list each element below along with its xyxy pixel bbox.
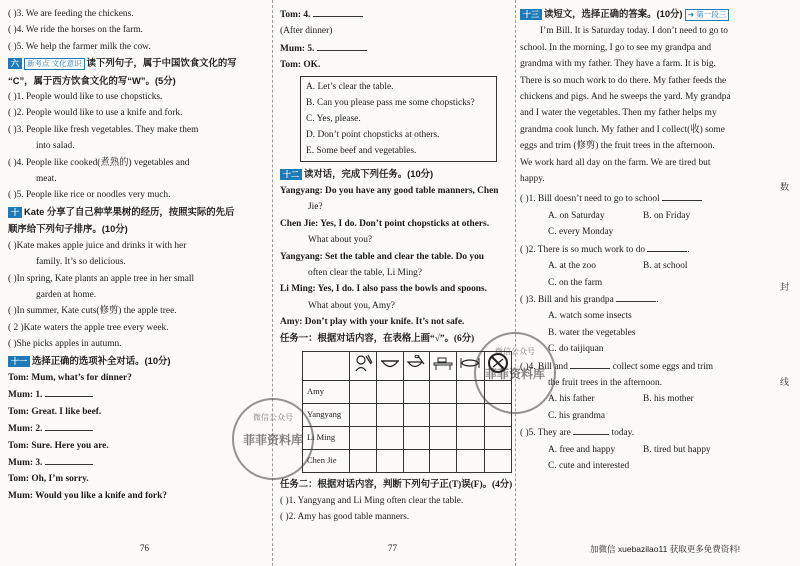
- dialog-line: What about you, Amy?: [308, 300, 395, 311]
- question-line: ( )4. Bill and collect some eggs and trim: [520, 358, 758, 375]
- section-number: 六: [8, 58, 22, 69]
- task-one-heading: 任务一：根据对话内容，在表格上画“√”。(6分): [280, 333, 475, 344]
- question-option: C. every Monday: [548, 227, 614, 238]
- exercise-line: family. It’s so delicious.: [36, 257, 126, 268]
- dialog-line: Tom: Sure. Here you are.: [8, 440, 109, 451]
- section-six-heading: 六 新考点 文化意识 读下列句子，属于中国饮食文化的写: [8, 55, 266, 72]
- exercise-line: ( )In summer, Kate cuts(修剪) the apple tree.: [8, 306, 177, 317]
- dialog-line: Jie?: [308, 202, 323, 213]
- question-line-cont: the fruit trees in the afternoon.: [548, 377, 663, 388]
- exercise-line: ( )Kate makes apple juice and drinks it with her: [8, 240, 187, 251]
- question-option: C. on the farm: [548, 277, 603, 288]
- table-name-cell: Li Ming: [303, 426, 350, 449]
- exercise-line: ( )1. People would like to use chopsticks.: [8, 92, 163, 103]
- column-divider: [272, 0, 273, 566]
- dialog-line: Mum: 5.: [280, 40, 512, 57]
- right-column: [520, 6, 758, 474]
- question-options: A. free and happy B. tired but happy: [548, 444, 711, 455]
- passage-line: and I water the vegetables. Then my father helps my: [520, 108, 717, 119]
- dialog-line: Mum: 3.: [8, 454, 266, 471]
- question-options: A. on Saturday B. on Friday: [548, 210, 691, 221]
- watermark-stamp: 微信公众号 菲菲资料库: [232, 398, 314, 480]
- exercise-line: ( )1. Yangyang and Li Ming often clear the table.: [280, 495, 464, 506]
- option: A. Let’s clear the table.: [306, 81, 394, 92]
- dialog-line: Amy: Don’t play with your knife. It’s not safe.: [280, 317, 465, 328]
- dialog-line: Chen Jie: Yes, I do. Don’t point chopsticks at others.: [280, 218, 490, 229]
- question-option: C. cute and interested: [548, 460, 630, 471]
- exercise-line: ( )5. We help the farmer milk the cow.: [8, 41, 151, 52]
- option: B. Can you please pass me some chopsticks?: [306, 97, 475, 108]
- question-options: A. at the zoo B. at school: [548, 261, 688, 272]
- section-seven-heading-cont: 顺序给下列句子排序。(10分): [8, 223, 128, 235]
- option: D. Don’t point chopsticks at others.: [306, 129, 440, 140]
- dialog-line: Tom: Great. I like beef.: [8, 406, 102, 417]
- dialog-line: Mum: Would you like a knife and fork?: [8, 490, 167, 501]
- exercise-line: ( )3. People like fresh vegetables. They make them: [8, 124, 199, 135]
- option: E. Some beef and vegetables.: [306, 145, 417, 156]
- exercise-line: into salad.: [36, 141, 75, 152]
- question-option: C. do taijiquan: [548, 344, 604, 355]
- binding-mark: 数: [780, 182, 790, 192]
- bowl-icon[interactable]: [376, 352, 403, 380]
- dialog-line: Yangyang: Set the table and clear the table. Do you: [280, 251, 484, 262]
- exercise-line: ( )2. Amy has good table manners.: [280, 512, 410, 523]
- dialog-line: Yangyang: Do you have any good table manners, Chen: [280, 186, 499, 197]
- question-options: A. his father B. his mother: [548, 394, 694, 405]
- passage-line: school. In the morning, I go to see my grandpa and: [520, 42, 712, 53]
- binding-mark: 封: [780, 282, 790, 292]
- exercise-line: ( )In spring, Kate plants an apple tree in her small: [8, 273, 195, 284]
- passage-line: I’m Bill. It is Saturday today. I don’t need to go to: [540, 26, 728, 37]
- left-column: [8, 6, 266, 504]
- section-number: 十一: [8, 356, 30, 367]
- clear-table-icon[interactable]: [430, 352, 457, 380]
- question-option: B. water the vegetables: [548, 327, 636, 338]
- question-line: ( )5. They are today.: [520, 424, 758, 441]
- passage-line: eggs and trim (修剪) the fruit trees in the afternoon.: [520, 141, 715, 152]
- section-number: 十二: [280, 169, 302, 180]
- options-box: [300, 76, 497, 162]
- passage-line: grandma cook lunch. My father and I collect(收) some: [520, 124, 725, 135]
- passage-line: grandma with my father. They have a farm. It is big.: [520, 59, 716, 70]
- question-line: ( )3. Bill and his grandpa .: [520, 291, 758, 308]
- exercise-line: ( )She picks apples in autumn.: [8, 339, 122, 350]
- table-name-cell: Yangyang: [303, 403, 350, 426]
- passage-line: There is so much work to do there. My father feeds the: [520, 75, 727, 86]
- dialog-line: often clear the table, Li Ming?: [308, 268, 423, 279]
- passage-line: We work hard all day on the farm. We are tired but: [520, 157, 711, 168]
- exercise-line: ( )4. We ride the horses on the farm.: [8, 25, 143, 36]
- dialog-line: Li Ming: Yes, I do. I also pass the bowls and spoons.: [280, 284, 487, 295]
- exercise-line: meat.: [36, 174, 57, 185]
- dialog-line: Tom: Mum, what’s for dinner?: [8, 372, 132, 383]
- table-name-cell: Amy: [303, 380, 350, 403]
- section-seven-heading: 十 Kate 分享了自己种苹果树的经历，按照实际的先后: [8, 204, 266, 221]
- passage-line: chickens and pigs. And he sweeps the yard. My grandpa: [520, 92, 731, 103]
- section-number: 十: [8, 207, 22, 218]
- middle-column: [280, 6, 512, 526]
- dialog-line: Tom: OK.: [280, 60, 321, 71]
- question-option: C. his grandma: [548, 410, 606, 421]
- section-thirteen-heading: 十三 读短文，选择正确的答案。(10分) ➜ 第一段三: [520, 6, 758, 23]
- dialog-line: What about you?: [308, 235, 373, 246]
- footer-note: 加微信 xuebazilao11 获取更多免费资料!: [590, 544, 741, 554]
- dialog-line: (After dinner): [280, 26, 333, 37]
- exercise-line: ( 2 )Kate waters the apple tree every week.: [8, 322, 169, 333]
- section-tag: ➜ 第一段三: [685, 9, 729, 21]
- question-option: A. watch some insects: [548, 311, 632, 322]
- page-number-middle: 77: [388, 543, 397, 553]
- watermark-stamp: 微信公众号 菲菲资料库: [474, 332, 556, 414]
- section-eight-heading: 十一 选择正确的选项补全对话。(10分): [8, 353, 266, 370]
- exercise-line: ( )4. People like cooked(煮熟的) vegetables and: [8, 157, 190, 168]
- dialog-line: Mum: 2.: [8, 420, 266, 437]
- option: C. Yes, please.: [306, 113, 361, 124]
- dialog-line: Tom: Oh, I’m sorry.: [8, 474, 89, 485]
- table-name-cell: Chen Jie: [303, 449, 350, 472]
- column-divider: [515, 0, 516, 566]
- page-number-left: 76: [140, 543, 149, 553]
- section-tag: 新考点 文化意识: [24, 58, 85, 70]
- task-two-heading: 任务二：根据对话内容，判断下列句子正(T)误(F)。(4分): [280, 479, 513, 490]
- section-twelve-heading: 十二 读对话，完成下列任务。(10分): [280, 166, 512, 183]
- section-number: 十三: [520, 9, 542, 20]
- dialog-line: Tom: 4.: [280, 6, 512, 23]
- question-line: ( )2. There is so much work to do .: [520, 241, 758, 258]
- bowl-spoon-icon[interactable]: [403, 352, 430, 380]
- passage-line: happy.: [520, 174, 545, 185]
- dialog-line: Mum: 1.: [8, 386, 266, 403]
- exercise-line: garden at home.: [36, 289, 97, 300]
- exercise-line: ( )3. We are feeding the chickens.: [8, 9, 134, 19]
- exercise-line: ( )2. People would like to use a knife and fork.: [8, 108, 183, 119]
- exercise-line: ( )5. People like rice or noodles very much.: [8, 190, 171, 201]
- section-six-heading-cont: “C”，属于西方饮食文化的写“W”。(5分): [8, 74, 176, 86]
- girl-chopsticks-icon[interactable]: [350, 352, 377, 380]
- question-line: ( )1. Bill doesn’t need to go to school: [520, 190, 758, 207]
- binding-mark: 线: [780, 377, 790, 387]
